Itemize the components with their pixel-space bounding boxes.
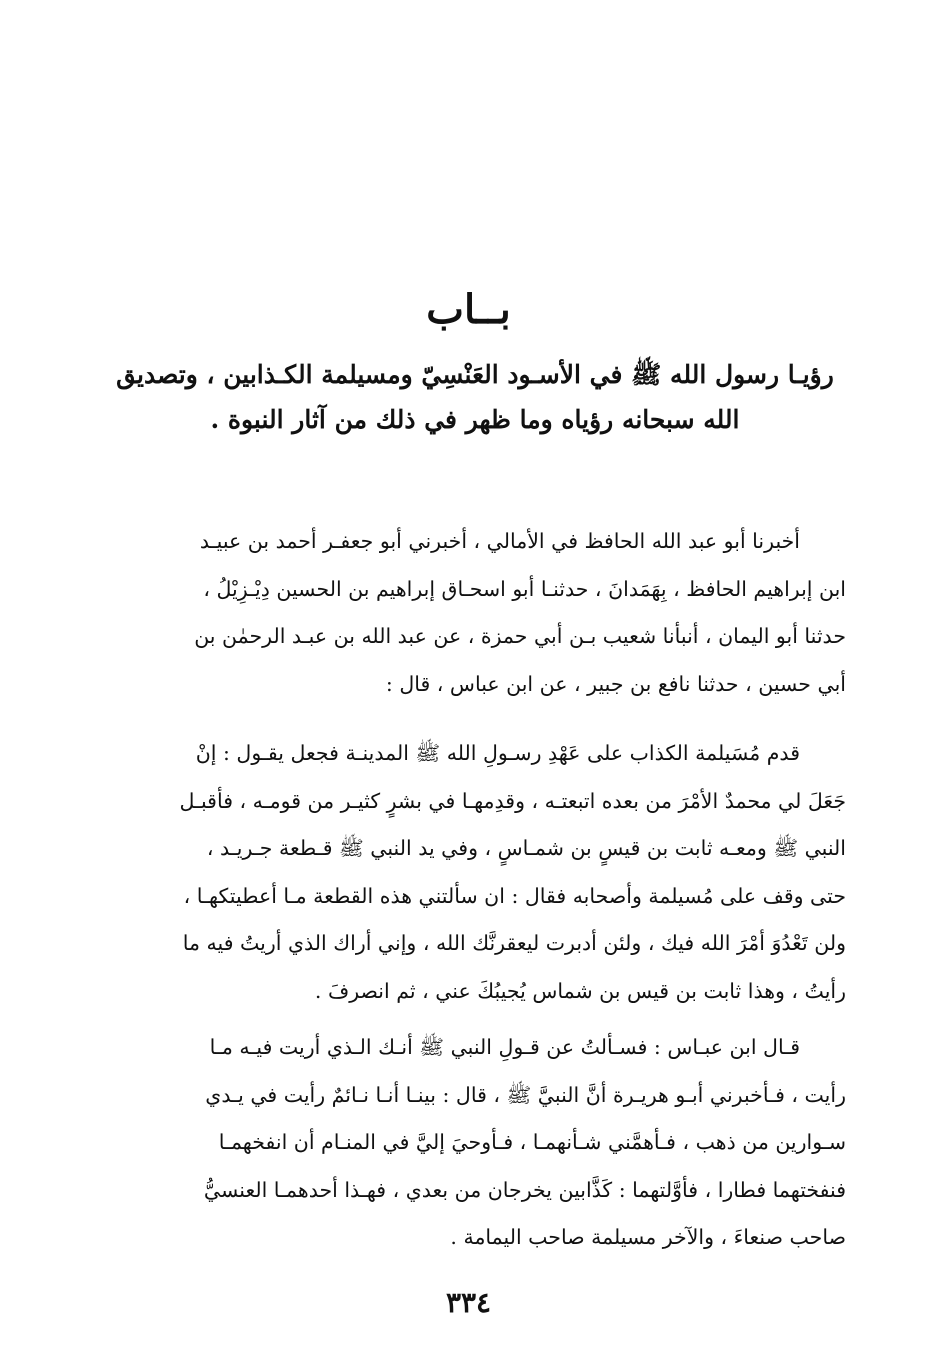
chapter-title-line: الله سبحانه رؤياه وما ظهر في ذلك من آثار النبوة . xyxy=(210,405,740,434)
text-line: حتى وقف على مُسيلمة وأصحابه فقال : ان سألتني هذه القطعة مـا أعطيتكهـا ، xyxy=(183,883,846,908)
page-number: ٣٣٤ xyxy=(445,1286,492,1319)
chapter-title xyxy=(96,352,854,442)
text-line: رأيت ، فـأخبرني أبـو هريـرة أنَّ النبيَّ ﷺ ، قال : بينـا أنـا نـائمٌ رأيت في يـدي xyxy=(205,1082,846,1107)
text-line: أخبرنا أبو عبد الله الحافظ في الأمالي ، أخبرني أبو جعفـر أحمد بن عبيـد xyxy=(199,529,800,553)
text-line: فنفختهما فطارا ، فأوَّلتهما : كَذَّابين يخرجان من بعدي ، فهـذا أحدهمـا العنسيُّ xyxy=(203,1177,846,1202)
text-line: قـال ابن عبـاس : فسـألتُ عن قـولِ النبي ﷺ أنـك الـذي أريت فيـه مـا xyxy=(209,1035,800,1059)
text-line: رأيتُ ، وهذا ثابت بن قيس بن شماس يُجيبُكَ عني ، ثم انصرفَ . xyxy=(314,978,846,1003)
text-line: ابن إبراهيم الحافظ ، بِهَمَدانَ ، حدثنـا أبو اسحـاق إبراهيم بن الحسين دِيْـزِيْلُ ، xyxy=(203,576,846,601)
text-line: جَعَلَ لي محمدٌ الأمْرَ من بعده اتبعتـه ، وقدِمهـا في بشرٍ كثيـر من قومـه ، فأقبـل xyxy=(179,788,846,813)
paragraph-narration xyxy=(94,730,846,1015)
text-line: النبي ﷺ ومعـه ثابت بن قيسٍ بن شمـاسٍ ، وفي يد النبي ﷺ قـطعة جـريـد ، xyxy=(206,836,846,860)
text-line: قدم مُسَيلمة الكذاب على عَهْدِ رسـولِ الله ﷺ المدينـة فجعل يقـول : إنْ xyxy=(195,741,800,765)
text-line: أبي حسين ، حدثنا نافع بن جبير ، عن ابن عباس ، قال : xyxy=(385,671,846,696)
text-line: ولن تَعْدُوَ أمْرَ الله فيك ، ولئن أدبرت ليعقرنَّك الله ، وإني أراك الذي أريتُ فيه ما xyxy=(182,931,846,955)
text-line: صاحب صنعاءَ ، والآخر مسيلمة صاحب اليمامة . xyxy=(450,1225,846,1249)
text-line: حدثنا أبو اليمان ، أنبأنا شعيب بـن أبي حمزة ، عن عبد الله بن عبـد الرحمٰن بن xyxy=(194,624,846,648)
text-line: سـوارين من ذهب ، فـأهمَّني شـأنهمـا ، فـأوحيَ إليَّ في المنـام أن انفخهمـا xyxy=(218,1130,846,1154)
paragraph-isnad xyxy=(94,518,846,708)
chapter-title-line: رؤيـا رسول الله ﷺ في الأسـود العَنْسِيّ ومسيلمة الكـذابين ، وتصديق xyxy=(116,360,834,389)
chapter-label: بــاب xyxy=(426,286,511,333)
paragraph-dream xyxy=(94,1024,846,1262)
